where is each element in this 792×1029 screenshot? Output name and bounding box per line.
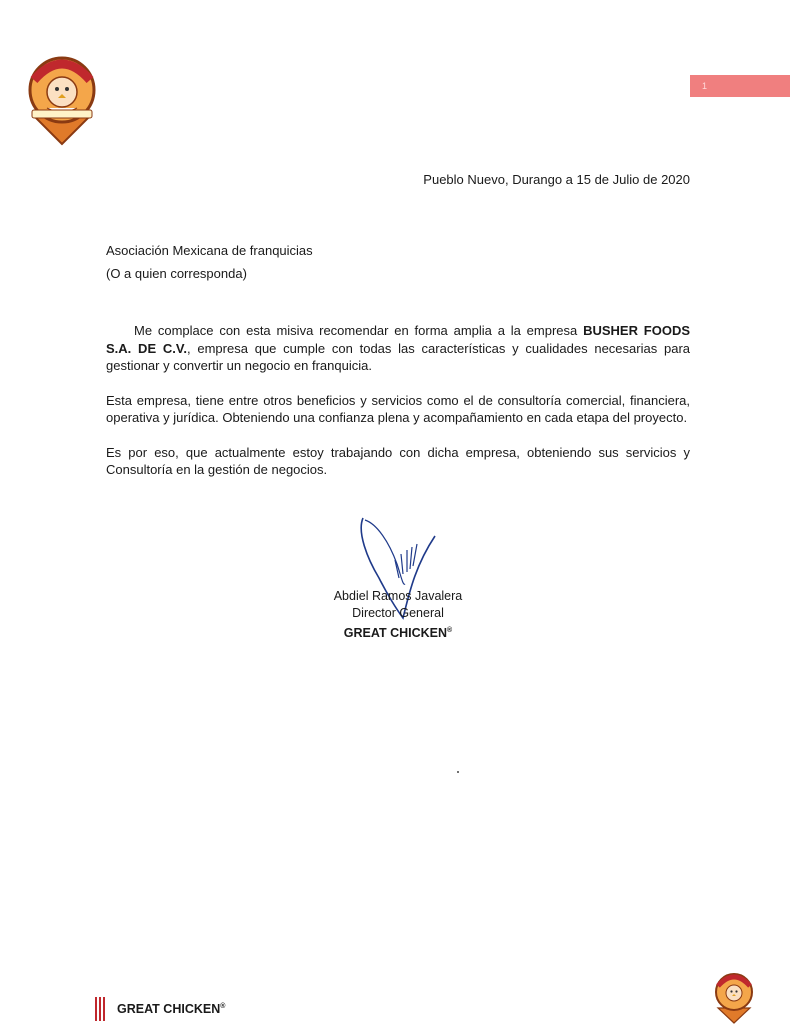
great-chicken-logo-icon	[14, 50, 110, 146]
addressee-block	[106, 239, 313, 285]
paragraph-2: Esta empresa, tiene entre otros beneficios y servicios como el de consultoría comercial, financiera, operativa y jurídica. Obteniendo una confianza plena y acompañamiento en cada etapa del proyecto.	[106, 392, 690, 425]
signer-company-name: GREAT CHICKEN	[343, 626, 448, 641]
great-chicken-logo-small	[706, 968, 762, 1024]
footer-registered-mark: ®	[220, 1002, 226, 1010]
paragraph-1	[106, 322, 690, 375]
paragraph-3: Es por eso, que actualmente estoy trabajando con dicha empresa, obteniendo sus servicios y Consultoría en la gestión de negocios.	[106, 444, 690, 477]
stray-dot	[457, 771, 459, 773]
footer-company-name: GREAT CHICKEN	[117, 1002, 221, 1016]
letter-date: Pueblo Nuevo, Durango a 15 de Julio de 2020	[423, 172, 690, 187]
recipient-note: (O a quien corresponda)	[106, 266, 247, 281]
signature-block	[300, 588, 496, 642]
paragraph-1-end: , empresa que cumple con todas las características y cualidades necesarias para gestionar y convertir un negocio en franquicia.	[106, 340, 690, 373]
signer-company	[300, 622, 496, 642]
paragraph-1-start: Me complace con esta misiva recomendar en forma amplia a la empresa	[134, 323, 584, 338]
page-number-badge	[690, 75, 790, 97]
registered-mark: ®	[447, 627, 453, 634]
page-number: 1	[702, 81, 708, 91]
company-name-bold: BUSHER FOODS S.A. DE C.V.	[106, 323, 691, 356]
footer-bars	[95, 997, 107, 1021]
signer-name: Abdiel Ramos Javalera	[333, 589, 463, 603]
recipient: Asociación Mexicana de franquicias	[106, 243, 313, 258]
footer-company	[117, 1002, 225, 1016]
letter-body	[106, 322, 690, 496]
great-chicken-logo	[14, 50, 110, 146]
signer-title: Director General	[352, 606, 444, 620]
great-chicken-logo-small-icon	[706, 968, 762, 1024]
